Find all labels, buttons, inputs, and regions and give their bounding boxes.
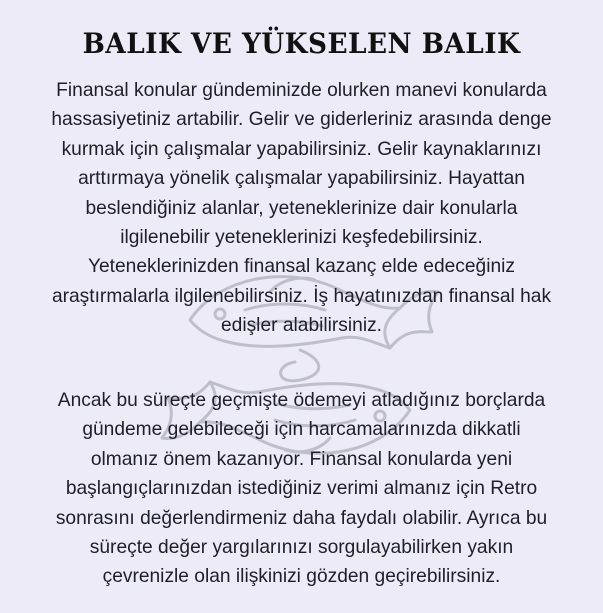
- text-line: beslendiğiniz alanlar, yeteneklerinize dair konularla: [85, 197, 518, 219]
- paragraph-debts-caution: [4, 386, 599, 592]
- text-line: araştırmalarla ilgilenebilirsiniz. İş hayatınızdan finansal hak: [51, 285, 552, 307]
- page-title: BALIK VE YÜKSELEN BALIK: [82, 26, 521, 60]
- text-line: kurmak için çalışmalar yapabilirsiniz. Gelir kaynaklarınızı: [61, 138, 542, 160]
- text-line: ilgilenebilir yeteneklerinizi keşfedebilirsiniz.: [120, 227, 483, 249]
- text-line: Ancak bu süreçte geçmişte ödemeyi atladığınız borçlarda: [57, 390, 546, 411]
- text-line: sonrasını değerlendirmeniz daha faydalı olabilir. Ayrıca bu: [55, 507, 548, 529]
- text-line: başlangıçlarınızdan istediğiniz verimi almanız için Retro: [65, 478, 538, 500]
- text-line: olmanız önem kazanıyor. Finansal konularda yeni: [90, 448, 513, 470]
- text-line: çevrenizle olan ilişkinizi gözden geçirebilirsiniz.: [102, 566, 501, 588]
- text-line: süreçte değer yargılarınızı sorgulayabilirken yakın: [89, 537, 514, 559]
- text-line: edişler alabilirsiniz.: [220, 315, 383, 337]
- text-line: hassasiyetiniz artabilir. Gelir ve giderleriniz arasında denge: [51, 109, 552, 131]
- text-line: arttırmaya yönelik çalışmalar yapabilirsiniz. Hayattan: [78, 168, 525, 190]
- text-line: gündeme gelebileceği için harcamalarınızda dikkatli: [82, 419, 521, 441]
- text-line: Finansal konular gündeminizde olurken manevi konularda: [56, 80, 547, 101]
- paragraph-financial-topics: [4, 76, 599, 341]
- text-line: Yeteneklerinizden finansal kazanç elde edeceğiniz: [87, 256, 516, 278]
